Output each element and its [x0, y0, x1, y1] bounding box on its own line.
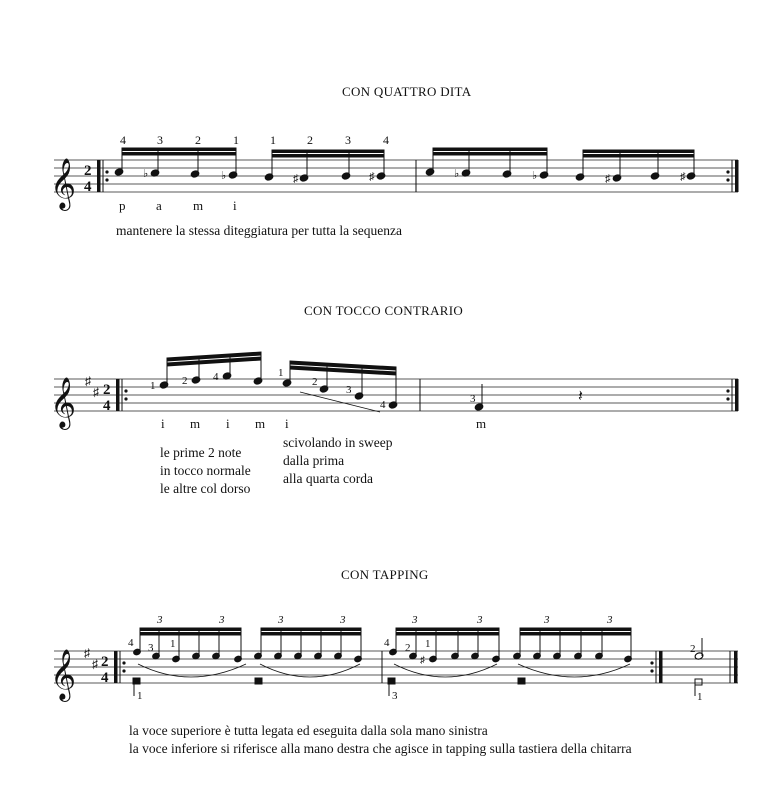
svg-text:♯: ♯ — [369, 171, 375, 183]
treble-clef-icon: 𝄞 — [50, 378, 77, 427]
section3-caption-line-1: la voce superiore è tutta legata ed eseguita dalla sola mano sinistra — [129, 723, 488, 738]
time-signature-1 — [84, 163, 92, 195]
triplet-marks-section-3 — [156, 614, 613, 626]
svg-text:m: m — [190, 416, 201, 431]
svg-text:4: 4 — [213, 371, 219, 383]
svg-text:3: 3 — [340, 614, 346, 626]
svg-text:3: 3 — [157, 614, 163, 626]
svg-text:2: 2 — [84, 163, 92, 179]
svg-text:i: i — [226, 416, 230, 431]
svg-text:♯: ♯ — [84, 646, 90, 660]
svg-text:1: 1 — [425, 638, 431, 650]
caption-right-line-2: dalla prima — [283, 453, 345, 468]
svg-text:2: 2 — [195, 133, 201, 147]
treble-clef-icon: 𝄞 — [50, 159, 77, 208]
svg-text:1: 1 — [170, 638, 176, 650]
svg-text:3: 3 — [392, 690, 398, 702]
svg-text:3: 3 — [412, 614, 418, 626]
fingering-section-1 — [120, 133, 389, 147]
svg-text:1: 1 — [697, 691, 703, 703]
section3-title: CON TAPPING — [341, 567, 429, 582]
time-signature-3 — [101, 654, 109, 686]
time-signature-2 — [103, 382, 111, 414]
svg-text:4: 4 — [384, 637, 390, 649]
svg-text:2: 2 — [103, 382, 111, 398]
svg-text:4: 4 — [84, 179, 92, 195]
svg-text:4: 4 — [120, 133, 126, 147]
svg-text:♭: ♭ — [532, 170, 538, 182]
svg-text:3: 3 — [477, 614, 483, 626]
caption-right-line-1: scivolando in sweep — [283, 435, 393, 450]
svg-text:3: 3 — [157, 133, 163, 147]
plucking-section-1 — [119, 198, 237, 213]
caption-right-line-3: alla quarta corda — [283, 471, 373, 486]
lower-fingering-section-3 — [137, 690, 703, 703]
svg-text:3: 3 — [219, 614, 225, 626]
svg-text:♯: ♯ — [680, 171, 686, 183]
svg-text:♭: ♭ — [454, 168, 460, 180]
svg-text:4: 4 — [128, 637, 134, 649]
svg-text:3: 3 — [607, 614, 613, 626]
svg-text:3: 3 — [544, 614, 550, 626]
svg-text:2: 2 — [690, 643, 696, 655]
svg-text:𝄽: 𝄽 — [578, 388, 583, 405]
treble-clef-icon: 𝄞 — [50, 650, 77, 699]
caption-left-line-1: le prime 2 note — [160, 445, 242, 460]
svg-text:3: 3 — [346, 384, 352, 396]
svg-text:1: 1 — [270, 133, 276, 147]
svg-text:3: 3 — [148, 642, 154, 654]
svg-text:4: 4 — [103, 398, 111, 414]
svg-text:m: m — [476, 416, 487, 431]
notes-section-3 — [133, 628, 704, 696]
svg-text:♯: ♯ — [420, 655, 425, 666]
svg-text:♭: ♭ — [221, 170, 227, 182]
section2-title: CON TOCCO CONTRARIO — [304, 303, 464, 318]
svg-text:i: i — [161, 416, 165, 431]
svg-text:2: 2 — [182, 375, 188, 387]
svg-text:2: 2 — [312, 376, 318, 388]
svg-text:♯: ♯ — [93, 385, 99, 399]
section3-caption-line-2: la voce inferiore si riferisce alla mano destra che agisce in tapping sulla tastiera della chitarra — [129, 741, 632, 756]
svg-text:4: 4 — [383, 133, 389, 147]
svg-text:2: 2 — [405, 642, 411, 654]
svg-text:3: 3 — [470, 393, 476, 405]
section1-title: CON QUATTRO DITA — [342, 84, 472, 99]
svg-text:1: 1 — [278, 367, 284, 379]
plucking-section-2 — [161, 416, 486, 431]
svg-text:2: 2 — [101, 654, 109, 670]
svg-text:i: i — [233, 198, 237, 213]
caption-left-line-2: in tocco normale — [160, 463, 251, 478]
svg-text:4: 4 — [101, 670, 109, 686]
svg-text:♯: ♯ — [92, 657, 98, 671]
svg-text:i: i — [285, 416, 289, 431]
notes-section-1 — [114, 148, 696, 185]
svg-text:2: 2 — [307, 133, 313, 147]
section1-caption: mantenere la stessa diteggiatura per tutta la sequenza — [116, 223, 402, 238]
svg-text:♯: ♯ — [85, 374, 91, 388]
svg-text:♭: ♭ — [143, 168, 149, 180]
fingering-section-3 — [128, 637, 696, 655]
svg-text:m: m — [193, 198, 204, 213]
svg-text:p: p — [119, 198, 126, 213]
svg-text:3: 3 — [278, 614, 284, 626]
svg-text:1: 1 — [150, 380, 156, 392]
svg-text:♯: ♯ — [293, 173, 299, 185]
svg-text:a: a — [156, 198, 162, 213]
svg-text:♯: ♯ — [605, 173, 611, 185]
svg-text:m: m — [255, 416, 266, 431]
caption-left-line-3: le altre col dorso — [160, 481, 251, 496]
svg-text:1: 1 — [137, 690, 143, 702]
svg-text:1: 1 — [233, 133, 239, 147]
svg-text:4: 4 — [380, 399, 386, 411]
svg-text:3: 3 — [345, 133, 351, 147]
